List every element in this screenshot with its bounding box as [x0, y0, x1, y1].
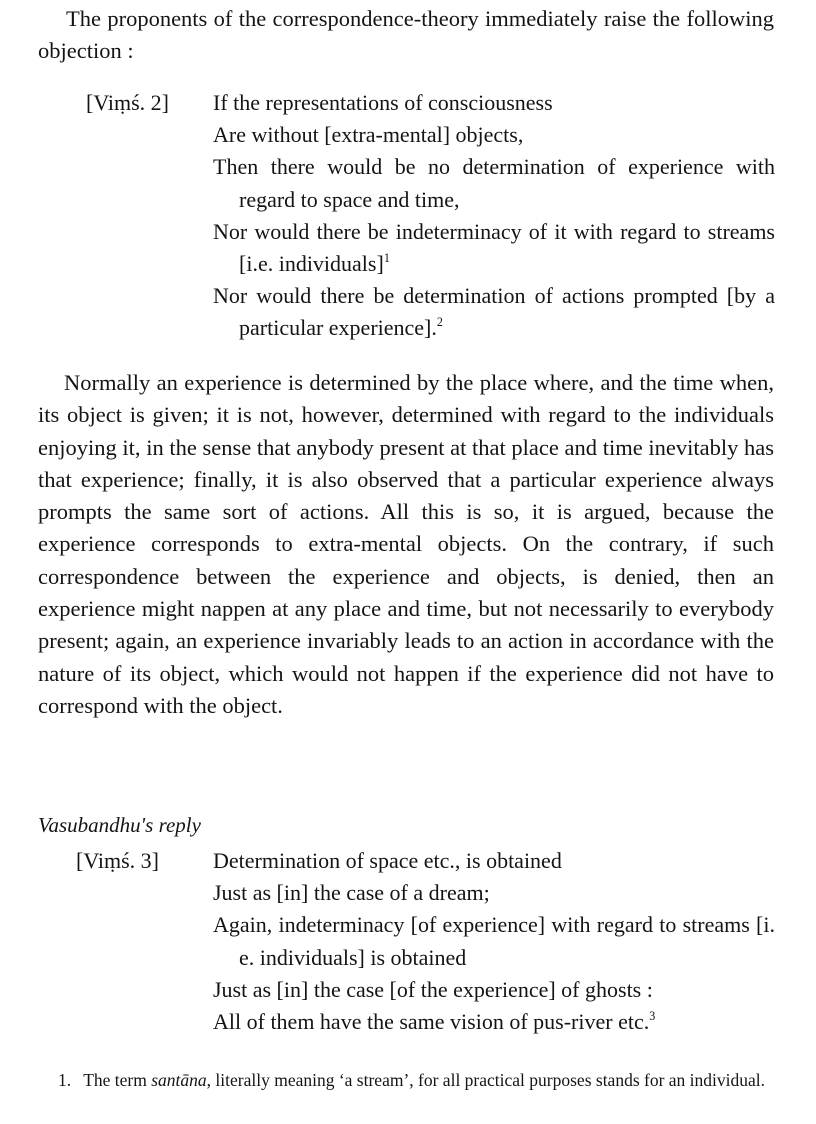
verse-line: Determination of space etc., is obtained [213, 848, 562, 873]
footnote-number: 1. [58, 1070, 72, 1090]
intro-paragraph: The proponents of the correspondence-theory immediately raise the following objection : [38, 6, 774, 64]
verse-line [213, 280, 775, 344]
footnote-text: , literally meaning ‘a stream’, for all practical purposes stands for an individual. [206, 1070, 766, 1090]
footnote [38, 1068, 778, 1093]
verse-reference: [Viṃś. 2] [86, 90, 170, 115]
verse-line: Just as [in] the case of a dream; [213, 880, 490, 906]
verse-line [213, 216, 775, 280]
verse-line: Then there would be no determination of experience with regard to space and time, [213, 154, 775, 212]
verse-line: If the representations of consciousness [213, 90, 553, 115]
verse-reference: [Viṃś. 3] [76, 848, 160, 873]
verse-lines [213, 845, 775, 1038]
verse-line: Just as [in] the case [of the experience] of ghosts : [213, 976, 653, 1002]
verse-lines [213, 87, 775, 345]
verse-line: Are without [extra-mental] objects, [213, 122, 524, 148]
body-paragraph: Normally an experience is determined by the place where, and the time when, its object is given; it is not, however, determined with regard to the individuals enjoying it, in the sense that anybody present at that place and time inevitably has that experience; finally, it is also observed that a particular experience always prompts the same sort of actions. All this is so, it is argued, because the experience corresponds to extra-mental objects. On the contrary, if such correspondence between the experience and objects, is denied, then an experience might nappen at any place and time, but not necessarily to everybody present; again, an experience invariably leads to an action in accordance with the nature of its object, which would not happen if the experience did not have to correspond with the object. [38, 370, 774, 718]
footnote-marker: 1 [383, 250, 390, 265]
verse-line-text: Nor would there be determination of actions prompted [by a particular experience]. [213, 283, 775, 341]
footnote-marker: 3 [649, 1008, 656, 1023]
verse-line: Again, indeterminacy [of experience] with regard to streams [i. e. individuals] is obtained [213, 912, 775, 970]
section-heading: Vasubandhu's reply [38, 813, 201, 837]
verse-line [213, 1006, 775, 1038]
footnote-marker: 2 [436, 315, 443, 330]
footnote-text: The term [83, 1070, 147, 1090]
verse-line-text: Nor would there be indeterminacy of it with regard to streams [i.e. individuals] [213, 218, 775, 277]
footnote-term: santāna [151, 1070, 207, 1090]
verse-line-text: All of them have the same vision of pus-river etc. [213, 1009, 650, 1035]
